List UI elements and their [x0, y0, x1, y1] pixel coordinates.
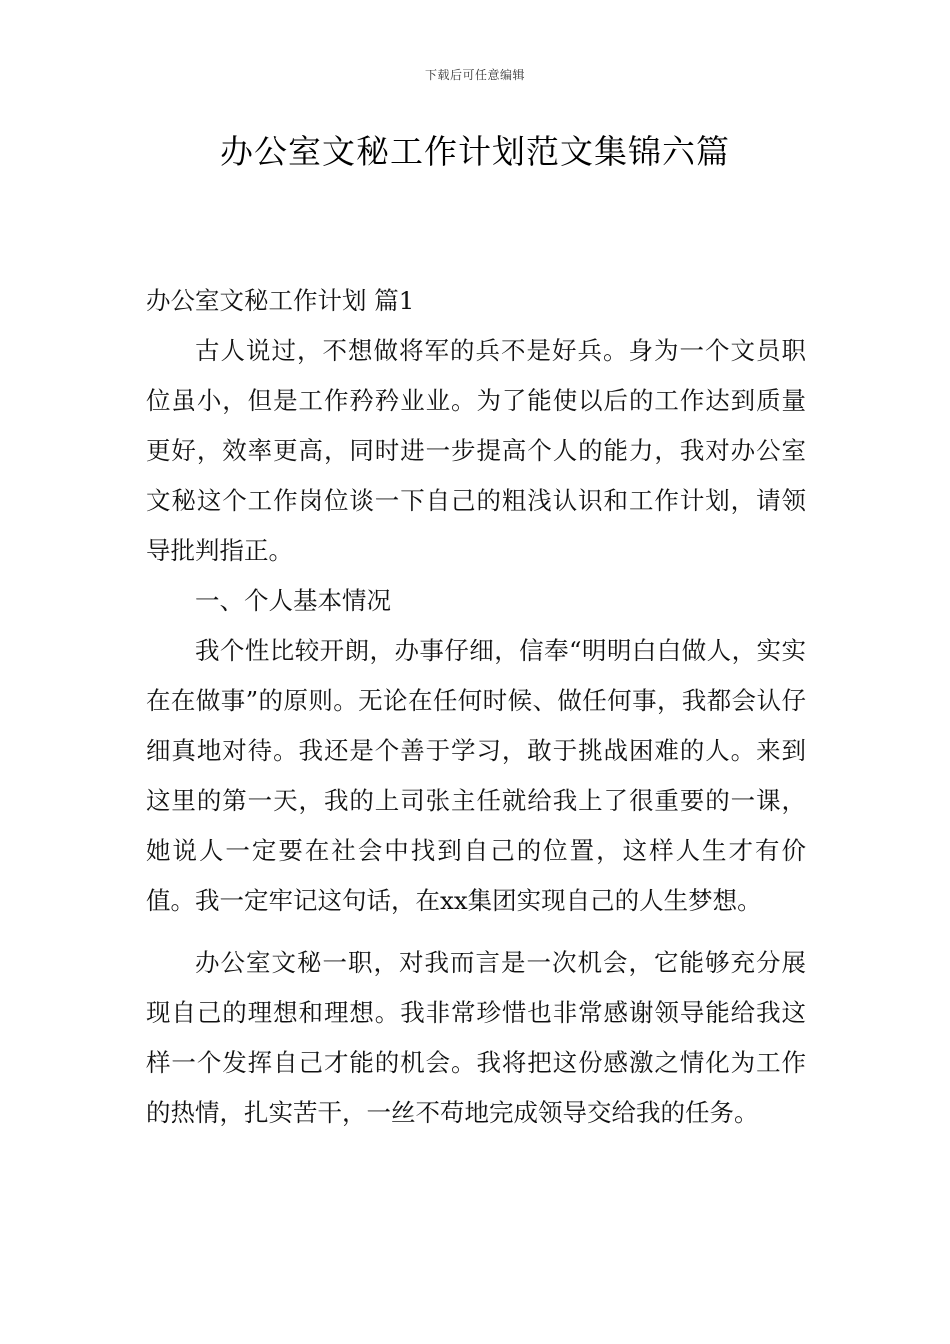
subheading-personal-situation: 一、个人基本情况 [195, 586, 391, 615]
paragraph-intro: 古人说过，不想做将军的兵不是好兵。身为一个文员职位虽小，但是工作矜矜业业。为了能使以后的工作达到质量更好，效率更高，同时进一步提高个人的能力，我对办公室文秘这个工作岗位谈一下自己的粗浅认识和工作计划，请领导批判指正。 [146, 336, 806, 565]
document-title: 办公室文秘工作计划范文集锦六篇 [220, 132, 730, 171]
paragraph-opportunity: 办公室文秘一职，对我而言是一次机会，它能够充分展现自己的理想和理想。我非常珍惜也非常感谢领导能给我这样一个发挥自己才能的机会。我将把这份感激之情化为工作的热情，扎实苦干，一丝不苟地完成领导交给我的任务。 [146, 948, 806, 1127]
header-note: 下载后可任意编辑 [424, 68, 525, 82]
document-body [146, 276, 806, 1138]
paragraph-personality: 我个性比较开朗，办事仔细，信奉“明明白白做人，实实在在做事”的原则。无论在任何时候、做任何事，我都会认仔细真地对待。我还是个善于学习，敢于挑战困难的人。来到这里的第一天，我的上司张主任就给我上了很重要的一课，她说人一定要在社会中找到自己的位置，这样人生才有价值。我一定牢记这句话，在xx集团实现自己的人生梦想。 [146, 636, 806, 915]
section-heading: 办公室文秘工作计划 篇1 [146, 286, 415, 315]
paragraph-gap [146, 926, 806, 938]
